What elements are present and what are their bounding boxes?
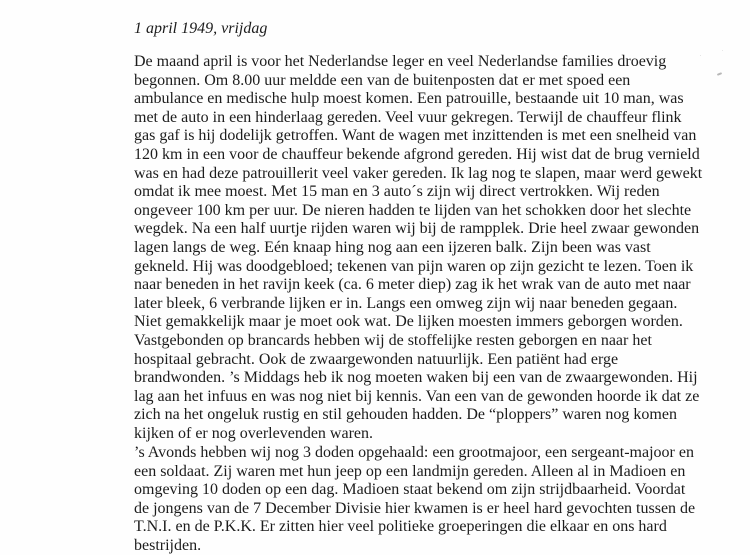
text-line: ongeveer 100 km per uur. De nieren hadden te lijden van het schokken door het slechte [134, 201, 692, 219]
paragraph-2 [134, 444, 695, 556]
text-line: later bleek, 6 verbrande lijken er in. Langs een omweg zijn wij naar beneden gegaan. [134, 294, 678, 312]
paragraph-1 [134, 53, 702, 443]
text-line: lag aan het infuus en was nog niet bij kennis. Van een van de gewonden hoorde ik dat ze [134, 387, 700, 405]
text-line: omdat ik mee moest. Met 15 man en 3 auto´s zijn wij direct vertrokken. Wij reden [134, 183, 660, 201]
text-line: gekneld. Hij was doodgebloed; tekenen van pijn waren op zijn gezicht te lezen. Toen ik [134, 257, 694, 275]
text-line: begonnen. Om 8.00 uur meldde een van de buitenposten dat er met spoed een [134, 71, 631, 89]
text-line: met de auto in een hinderlaag gereden. Veel vuur gekregen. Terwijl de chauffeur flink [134, 108, 682, 126]
text-line: brandwonden. ’s Middags heb ik nog moeten waken bij een van de zwaargewonden. Hij [134, 369, 698, 387]
text-line: naar beneden in het ravijn keek (ca. 6 meter diep) zag ik het wrak van de auto met naar [134, 276, 691, 294]
text-line: zich na het ongeluk rustig en stil gehouden hadden. De “ploppers” waren nog komen [134, 406, 677, 424]
text-line: gas gaf is hij dodelijk getroffen. Want de wagen met inzittenden is met een snelheid van [134, 127, 697, 145]
text-line: T.N.I. en de P.K.K. Er zitten hier veel politieke groeperingen die elkaar en ons hard [134, 518, 667, 536]
scan-speck [700, 55, 701, 56]
text-line: Niet gemakkelijk maar je moet ook wat. De lijken moesten immers geborgen worden. [134, 313, 683, 331]
text-line: hospitaal gebracht. Ook de zwaargewonden natuurlijk. Een patiënt had erge [134, 350, 619, 368]
text-line: lagen langs de weg. Eén knaap hing nog aan een ijzeren balk. Zijn been was vast [134, 238, 651, 256]
text-line: was en had deze patrouillerit veel vaker gereden. Ik lag nog te slapen, maar werd gewekt [134, 164, 703, 182]
text-line: omgeving 10 doden op een dag. Madioen staat bekend om zijn strijdbaarheid. Voordat [134, 481, 686, 499]
text-line: wegdek. Na een half uurtje rijden waren wij bij de rampplek. Drie heel zwaar gewonden [134, 220, 700, 238]
scan-speck [722, 50, 723, 51]
text-line: 120 km in een voor de chauffeur bekende afgrond gereden. Hij wist dat de brug vernield [134, 145, 700, 163]
text-line: ambulance en medische hulp moest komen. Een patrouille, bestaande uit 10 man, was [134, 90, 684, 108]
text-line: een soldaat. Zij waren met hun jeep op een landmijn gereden. Alleen al in Madioen en [134, 462, 686, 480]
text-line: ’s Avonds hebben wij nog 3 doden opgehaald: een grootmajoor, een sergeant-majoor en [134, 444, 694, 461]
text-line: bestrijden. [134, 536, 202, 554]
text-line: Vastgebonden op brancards hebben wij de stoffelijke resten geborgen en naar het [134, 331, 652, 349]
text-line: de jongens van de 7 December Divisie hier kwamen is er heel hard gevochten tussen de [134, 499, 696, 517]
text-line: kijken of er nog overlevenden waren. [134, 424, 374, 442]
text-line: De maand april is voor het Nederlandse leger en veel Nederlandse families droevig [134, 53, 667, 70]
scan-speck [717, 72, 722, 76]
diary-entry-date-heading: 1 april 1949, vrijdag [134, 20, 268, 37]
